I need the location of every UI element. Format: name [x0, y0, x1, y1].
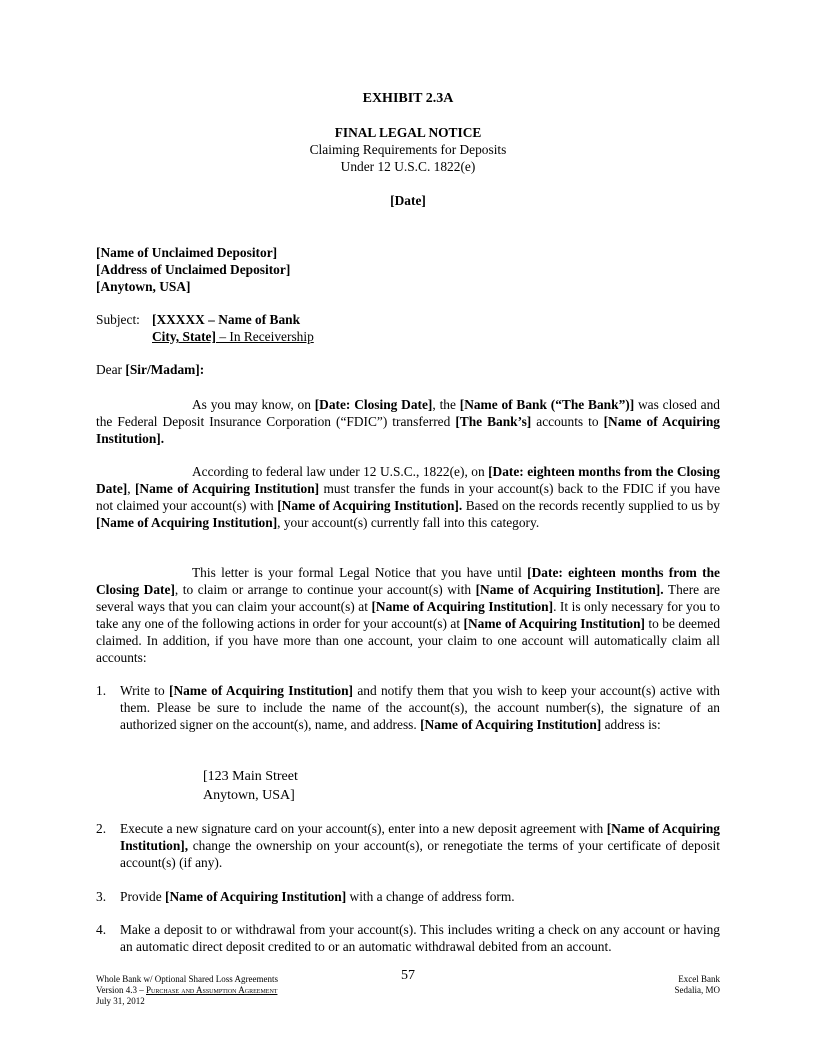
p3-bold-1: [Date: eighteen months from the Closing Date] [96, 565, 720, 597]
p1-bold-1: [Date: Closing Date] [314, 397, 433, 412]
salutation-name: [Sir/Madam]: [125, 362, 205, 377]
paragraph-legal-notice [96, 564, 720, 666]
footer-bank-name: Excel Bank [678, 974, 720, 984]
subject-block [96, 311, 314, 345]
item1-text-2: and notify them that you wish to keep your account(s) active with them. Please be sure to include the name of the account(s), the account number(s), the signature of an authorized signer on the account(s), name, and address. [120, 683, 721, 732]
letter-date: [Date] [390, 193, 426, 208]
item2-text-1: Execute a new signature card on your account(s), enter into a new deposit agreement with [120, 821, 607, 836]
footer-bank-location: Sedalia, MO [674, 985, 720, 995]
item4-text-1: Make a deposit to or withdrawal from your account(s). This includes writing a check on any account or having an automatic direct deposit credited to or an automatic withdrawal debited from an account. [120, 922, 720, 954]
mailing-street: [123 Main Street [203, 769, 298, 784]
notice-subtitle: Claiming Requirements for Deposits [309, 142, 507, 157]
footer-version: Version 4.3 – [96, 985, 146, 995]
p2-text-4: Based on the records recently supplied to us by [462, 498, 720, 513]
recipient-block [96, 244, 290, 295]
footer-right [675, 974, 721, 996]
p3-text-1: This letter is your formal Legal Notice that you have until [192, 565, 528, 580]
item3-text-2: with a change of address form. [346, 889, 515, 904]
p1-text-3: was closed and the Federal Deposit Insurance Corporation (“FDIC”) transferred [96, 397, 720, 429]
document-page [96, 0, 720, 1056]
p3-text-5: to be deemed claimed. In addition, if you have more than one account, your claim to one account will automatically claim all accounts: [96, 616, 721, 665]
p3-text-2: , to claim or arrange to continue your account(s) with [174, 582, 476, 597]
notice-title: FINAL LEGAL NOTICE [334, 125, 482, 140]
footer-agreement-title: Purchase and Assumption Agreement [146, 985, 278, 995]
p1-bold-2: [Name of Bank (“The Bank”)] [459, 397, 635, 412]
p2-bold-2: [Name of Acquiring Institution] [134, 481, 320, 496]
p2-bold-3: [Name of Acquiring Institution]. [277, 498, 463, 513]
footer-agreement-type: Whole Bank w/ Optional Shared Loss Agreements [96, 974, 278, 984]
item1-bold-1: [Name of Acquiring Institution] [168, 683, 354, 698]
mailing-address [203, 767, 298, 805]
p3-bold-3: [Name of Acquiring Institution] [371, 599, 554, 614]
paragraph-closing [96, 396, 720, 447]
p1-bold-3: [The Bank’s] [455, 414, 532, 429]
item2-bold-1: [Name of Acquiring Institution], [120, 821, 720, 853]
exhibit-heading: EXHIBIT 2.3A [362, 91, 454, 106]
item1-bold-2: [Name of Acquiring Institution] [420, 717, 602, 732]
recipient-address: [Address of Unclaimed Depositor] [96, 262, 291, 277]
p2-text-1: According to federal law under 12 U.S.C., 1822(e), on [192, 464, 489, 479]
item3-text-1: Provide [120, 889, 166, 904]
subject-label: Subject: [96, 312, 140, 327]
salutation-dear: Dear [96, 362, 126, 377]
p3-text-4: . It is only necessary for you to take any one of the following actions in order for your account(s) at [96, 599, 721, 631]
list-number: 2. [96, 821, 107, 836]
p3-bold-2: [Name of Acquiring Institution]. [475, 582, 664, 597]
footer-date: July 31, 2012 [96, 996, 145, 1006]
list-item [96, 921, 720, 955]
item3-bold-1: [Name of Acquiring Institution] [165, 889, 347, 904]
p3-bold-4: [Name of Acquiring Institution] [463, 616, 645, 631]
mailing-city: Anytown, USA] [203, 788, 295, 803]
subject-city: City, State] [152, 329, 216, 344]
recipient-city: [Anytown, USA] [96, 279, 191, 294]
list-item [96, 888, 720, 905]
p2-bold-4: [Name of Acquiring Institution] [96, 515, 278, 530]
list-number: 1. [96, 683, 107, 698]
p2-text-3: must transfer the funds in your account(s) back to the FDIC if you have not claimed your account(s) with [96, 481, 721, 513]
item2-text-2: change the ownership on your account(s), or renegotiate the terms of your certificate of deposit account(s) (if any). [120, 838, 720, 870]
paragraph-federal-law [96, 463, 720, 531]
item1-text-3: address is: [601, 717, 661, 732]
p2-bold-1: [Date: eighteen months from the Closing Date] [96, 464, 720, 496]
list-item [96, 820, 720, 871]
list-item [96, 682, 720, 733]
p1-text-1: As you may know, on [192, 397, 315, 412]
salutation [96, 362, 204, 378]
list-number: 3. [96, 889, 107, 904]
list-number: 4. [96, 922, 107, 937]
subject-bank: [XXXXX – Name of Bank [152, 312, 301, 327]
p1-bold-4: [Name of Acquiring Institution]. [96, 414, 720, 446]
item1-text-1: Write to [120, 683, 169, 698]
p2-text-5: , your account(s) currently fall into this category. [277, 515, 540, 530]
recipient-name: [Name of Unclaimed Depositor] [96, 245, 278, 260]
p3-text-3: There are several ways that you can claim your account(s) at [96, 582, 720, 614]
notice-statute: Under 12 U.S.C. 1822(e) [340, 159, 476, 174]
p2-text-2: , [127, 481, 135, 496]
p1-text-4: accounts to [531, 414, 604, 429]
p1-text-2: , the [432, 397, 460, 412]
page-number: 57 [401, 968, 415, 983]
subject-receivership: – In Receivership [215, 329, 314, 344]
